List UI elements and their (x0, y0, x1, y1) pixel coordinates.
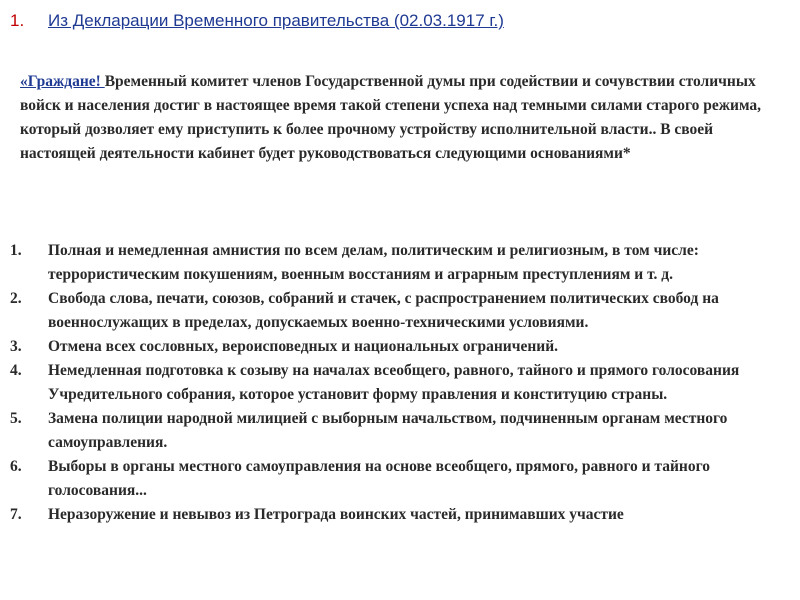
list-item-number: 7. (10, 506, 22, 523)
list-item (10, 239, 790, 287)
list-item (10, 407, 790, 455)
list-item (10, 455, 790, 503)
intro-paragraph (20, 70, 785, 166)
list-item-text: Свобода слова, печати, союзов, собраний и стачек, с распространением политических свобод на военнослужащих в пределах, допускаемых военно-техническими условиями. (48, 290, 719, 331)
list-item (10, 503, 790, 527)
list-item (10, 287, 790, 335)
document-heading (10, 10, 790, 32)
list-item-number: 1. (10, 242, 22, 259)
intro-text: Временный комитет членов Государственной думы при содействии и сочувствии столичных войск и населения достиг в настоящее время такой степени успеха над темными силами старого режима, который дозволяет ему приступить к более прочному устройству исполнительной власти.. В своей настоящей деятельности кабинет будет руководствоваться следующими основаниями* (20, 73, 762, 162)
list-item-text: Отмена всех сословных, вероисповедных и национальных ограничений. (48, 338, 559, 355)
heading-title: Из Декларации Временного правительства (02.03.1917 г.) (48, 11, 504, 30)
list-item-text: Выборы в органы местного самоуправления на основе всеобщего, прямого, равного и тайного голосования... (48, 458, 710, 499)
list-item (10, 359, 790, 407)
list-item (10, 335, 790, 359)
list-item-text: Немедленная подготовка к созыву на началах всеобщего, равного, тайного и прямого голосования Учредительного собрания, которое установит форму правления и конституцию страны. (48, 362, 740, 403)
list-item-number: 2. (10, 290, 22, 307)
list-item-number: 5. (10, 410, 22, 427)
list-item-text: Полная и немедленная амнистия по всем делам, политическим и религиозным, в том числе: террористическим покушениям, военным восстаниям и аграрным преступлениям и т. д. (48, 242, 699, 283)
heading-number: 1. (10, 11, 25, 30)
intro-greeting: «Граждане! (20, 73, 105, 90)
list-item-number: 4. (10, 362, 22, 379)
list-item-text: Неразоружение и невывоз из Петрограда воинских частей, принимавших участие (48, 506, 624, 523)
list-item-text: Замена полиции народной милицией с выборным начальством, подчиненным органам местного самоуправления. (48, 410, 728, 451)
list-item-number: 6. (10, 458, 22, 475)
list-item-number: 3. (10, 338, 22, 355)
declaration-points (10, 239, 790, 527)
